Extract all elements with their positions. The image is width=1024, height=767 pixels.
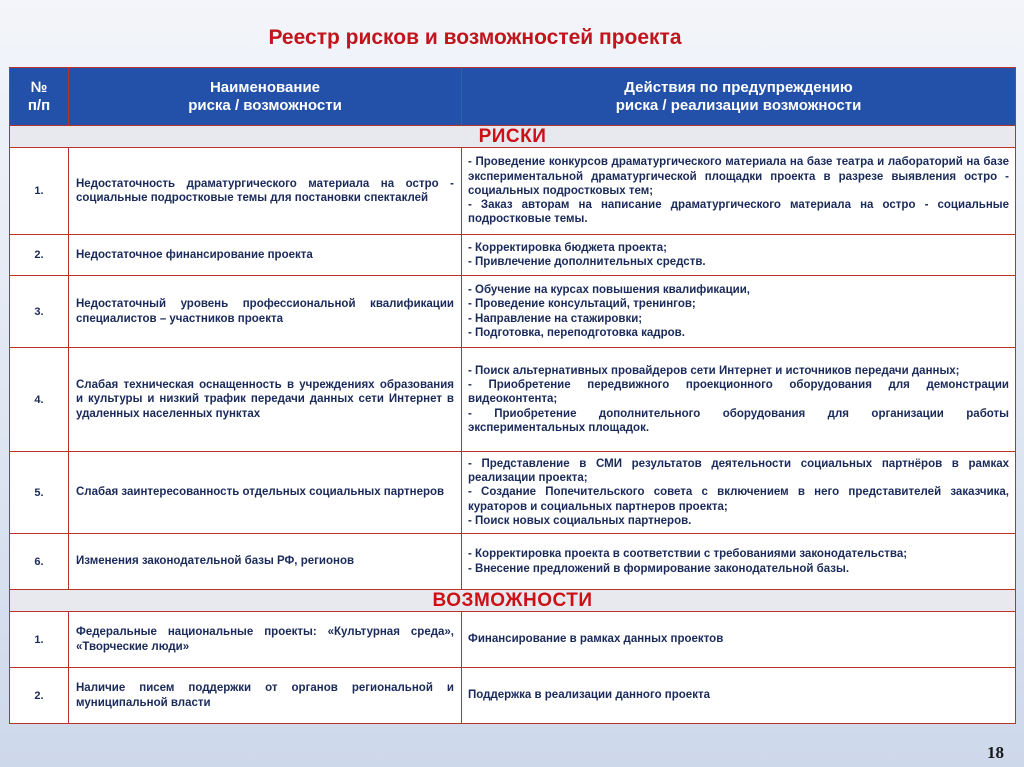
table-row: [10, 348, 1016, 452]
opportunity-actions: [462, 668, 1016, 724]
action-line: - Поиск альтернативных провайдеров сети Интернет и источников передачи данных;: [468, 364, 960, 377]
action-line: - Внесение предложений в формирование законодательной базы.: [468, 562, 850, 575]
risk-name: Слабая заинтересованность отдельных социальных партнеров: [69, 452, 462, 534]
row-number: 2.: [10, 235, 69, 276]
header-num: [10, 68, 69, 126]
action-line: - Корректировка бюджета проекта;: [468, 241, 667, 254]
action-line: - Корректировка проекта в соответствии с требованиями законодательства;: [468, 548, 908, 561]
risk-name: Слабая техническая оснащенность в учреждениях образования и культуры и низкий трафик передачи данных сети Интернет в удаленных населенных пунктах: [69, 348, 462, 452]
row-number: 6.: [10, 534, 69, 590]
header-action: [462, 68, 1016, 126]
table-row: [10, 276, 1016, 348]
risk-actions: [462, 348, 1016, 452]
action-line: - Проведение конкурсов драматургического материала на базе театра и лабораторий на базе экспериментальной драматургической площадки проекта в разрезе выявления остро - социальных подростковых тем;: [468, 156, 1009, 197]
risk-name: Изменения законодательной базы РФ, регионов: [69, 534, 462, 590]
opportunity-name: Федеральные национальные проекты: «Культурная среда», «Творческие люди»: [69, 612, 462, 668]
section-row-risks: [10, 126, 1016, 148]
table-row: [10, 148, 1016, 235]
action-line: Финансирование в рамках данных проектов: [468, 633, 724, 646]
action-line: - Проведение консультаций, тренингов;: [468, 298, 696, 311]
action-line: - Привлечение дополнительных средств.: [468, 256, 706, 268]
page-title: Реестр рисков и возможностей проекта: [268, 26, 682, 49]
action-line: - Поиск новых социальных партнеров.: [468, 514, 692, 527]
row-number: 1.: [10, 612, 69, 668]
risk-name: Недостаточный уровень профессиональной квалификации специалистов – участников проекта: [69, 276, 462, 348]
page-number: 18: [987, 743, 1004, 762]
header-name: [69, 68, 462, 126]
header-num-line2: п/п: [27, 96, 51, 114]
risk-register-table: [9, 67, 1016, 724]
risk-actions: [462, 534, 1016, 590]
header-action-line1: Действия по предупреждению: [624, 78, 853, 96]
action-line: - Подготовка, переподготовка кадров.: [468, 326, 685, 339]
action-line: - Представление в СМИ результатов деятельности социальных партнёров в рамках реализации проекта;: [468, 457, 1009, 485]
table-row: [10, 668, 1016, 724]
row-number: 1.: [10, 148, 69, 235]
table-row: [10, 235, 1016, 276]
risk-actions: [462, 235, 1016, 276]
table-row: [10, 612, 1016, 668]
row-number: 5.: [10, 452, 69, 534]
row-number: 2.: [10, 668, 69, 724]
risk-actions: [462, 148, 1016, 235]
header-action-line2: риска / реализации возможности: [615, 96, 862, 114]
header-name-line1: Наименование: [209, 78, 321, 96]
section-title-risks: РИСКИ: [10, 126, 1016, 148]
risk-actions: [462, 452, 1016, 534]
action-line: - Направление на стажировки;: [468, 312, 643, 325]
row-number: 3.: [10, 276, 69, 348]
opportunity-actions: [462, 612, 1016, 668]
action-line: - Приобретение дополнительного оборудования для организации работы экспериментальных площадок.: [468, 407, 1009, 434]
table-row: [10, 452, 1016, 534]
action-line: - Создание Попечительского совета с включением в него представителей заказчика, кураторов и социальных партнеров проекта;: [468, 486, 1009, 513]
row-number: 4.: [10, 348, 69, 452]
section-row-opportunities: [10, 590, 1016, 612]
risk-name: Недостаточное финансирование проекта: [69, 235, 462, 276]
section-title-opportunities: ВОЗМОЖНОСТИ: [10, 590, 1016, 612]
header-num-line1: №: [30, 78, 48, 96]
action-line: Поддержка в реализации данного проекта: [468, 689, 710, 702]
action-line: - Приобретение передвижного проекционного оборудования для демонстрации видеоконтента;: [468, 379, 1009, 406]
action-line: - Обучение на курсах повышения квалификации,: [468, 284, 750, 297]
action-line: - Заказ авторам на написание драматургического материала на остро - социальные подростковые темы.: [468, 199, 1009, 226]
risk-name: Недостаточность драматургического материала на остро - социальные подростковые темы для постановки спектаклей: [69, 148, 462, 235]
opportunity-name: Наличие писем поддержки от органов региональной и муниципальной власти: [69, 668, 462, 724]
risk-actions: [462, 276, 1016, 348]
header-row: [10, 68, 1016, 126]
header-name-line2: риска / возможности: [188, 96, 342, 114]
table-row: [10, 534, 1016, 590]
